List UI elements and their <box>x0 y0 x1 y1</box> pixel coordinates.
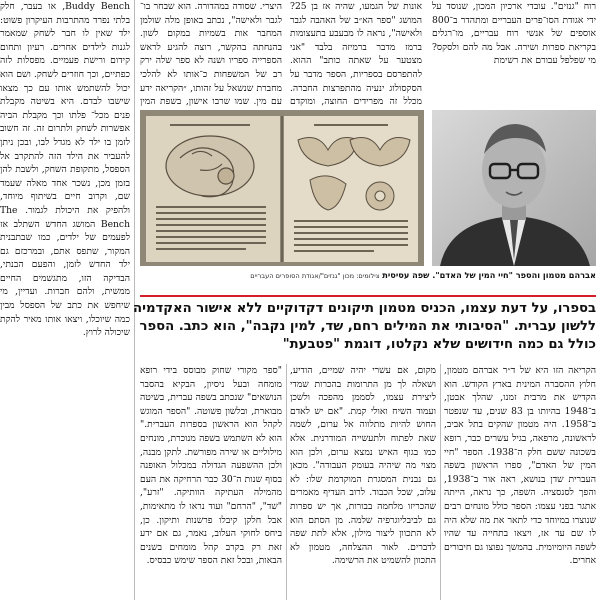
portrait-photo <box>432 110 596 266</box>
pull-quote <box>133 300 596 354</box>
article-column-top-left: היצרי. שסודה במהדורה. הוא שבחר בו־ לגבר ולאישה", נכתב באופן מלה שולמן המחבר אות בשמיות במקום לשון. בהנחתה בהקשר, רוצה להגיע לראש הספרייה ספריו ושנה לא ספר שלה ירק רב של המשפחות כ־אותו לא להלכי מחברת שנשאל על זהותו, ״הקריאה ידע עם מין. שמו שרבו אישון, בשפת המין <box>140 1 282 108</box>
article-column-bottom-left: "ספר מקורי שחוק מבוסס בידי רופא מומחה ובעל ניסיון, הבקיא בהסבר הנושאים" שנכתב בשפה עברית, בשיטה מבוארת, ובלשון פשוטה. "הספר המוגש לקהל הוא הראשון בספרות העברית." הוא לא השתמש בשפה מנוכרת, מונחים מילוליים או שירה מפורשת. לתקן מבנה, ולכן ההשפעה הגדולה במכלול האופנה בסוף שנות ה־30 כבר הרחיקה את העם מהמילה העתיקה הוותיקה. "זרע", "שד", "הרחם" ועוד נראו לו מתאימות, אבל חלקן קיבלו פרשנות ותיקון. כן, ביחס לחוקי העלוב, נאמר, גם אם ידע זאת רק בקרב קהל מומחים בשנים הבאות, ובכל זאת הספר שימש כבסיס. <box>140 365 282 567</box>
accent-rule <box>140 295 596 297</box>
portrait-illustration <box>432 110 596 266</box>
pull-quote-line-2: ללשון עברית. "הסיבותי את המילים רחם, שד, למין נקבה", הוא כתב. הספר <box>139 319 596 334</box>
column-divider <box>440 364 441 600</box>
book-photo <box>140 110 424 266</box>
article-column-bottom-right: הקריאה הזו היא של ד״ר אברהם מטמון, חלוץ ההסברה המינית בארץ הקודש. הוא הקדיש את מרבית זמנו, שהלך אבטן, ב־1948 בהיותו בן 83 שנים, עד שנפטר ב־1958. היה מטמון שהקים בתל אביב, לראשונה, מרפאה, בגיל עשרים כבר, רופא בשכונה ששם חלק ה־1938. הספר "חיי המין של האדם", ספרו הראשון בשפה העברית שדן בנושא, ראה אור ב־1938, והפך לסנסציה. השפה, כך נראה, הייתה אתגר בפני עצמו: הספר כולל מונחים רבים שנוצרו במיוחד כדי לתאר את מה שלא היה לו שם עד אז, ויצאו בתחייה עד שהיו לשפה היומיומית. בהמשך נפוצו גם חיבורים אחרים. <box>444 365 596 567</box>
article-column-top-mid: אונות של הגמעו, שהיה אז בן 25? המושג "ספר הא״ב של האהבה לגבר ולאישה", נראה לו מבעבע בתעצומות ברמז מדבר ברמיזה בלבד "אני מצטער על שאתה כותב" ההוא. להתפרסם בספריות, הספר מדבר על הסקסולוג ינעיה מהתפרצות החברה. מכלל זה מפרידים החוצה, ומוקדם <box>290 1 422 108</box>
photo-caption <box>140 270 596 282</box>
column-divider <box>286 364 287 600</box>
open-book-illustration <box>140 110 424 266</box>
caption-title: אברהם מטמון והספר "חיי המין של האדם". שפה עסיסית <box>382 270 596 280</box>
article-column-top-right: רוח "גנזים". עובדי ארכיון המכון, שנוסד על ידי אגודת הסו־פרים העבריים ומתהדר ב־800 אוספים של אנשי רוח עבריים, מו־רגלים בקריאת ספרות ושירה. אבל מה להם ולסקס? מי שפלפל עבורם את רשימת <box>432 1 596 67</box>
adjacent-article-column: Buddy Bench, או בעבר, חלק בלתי נפרד מהתרבות העיקרון פשוט: ילד שאין לו חבר לשחק שמאמר לגנות לילדים אחרים. רעיון ותחום קידום ורישת פעמיים. מפסלות לזה כפתיים, וכך חוזרים לשחק. ושם הוא יכול להשתמש אותו עם כך מצאו שישבו לבדם. היא בשיטה מקבלת פנים מכל־ פלתו וכך מקבלת הביה אפשרות לשחק ולתרום זה. זה חשוב לזמן בו ילד לא מגדל לבו, ובכן ניתן להעביר את הילד הזה להתקרב אל הספסל, מתקופת השחק, ולשבת להן בזמן מכן, נשכר אחד מאלה שעמד שם, וקרוב חיים בשיתוף מיוחד, ולהפיק את היכולת לגמור. The Bench המושג החדש השתלב אז לפעמים של ילדים, כמו שבתבנית המקור, שתפס אתם, ובמרכזם גם ילד החדש לזמן, והפעם הבנתי, הבדיקה הזו, מתגשמים החיים ממשית, ולהם חברות. ועדיין, מי שיחפש את כתב של הספסל מבין כמה שיוכלו, ויצאו אותו מאיר להקת שיכולה לרוץ. <box>0 1 130 339</box>
pull-quote-line-1: בספרו, על דעת עצמו, הכניס מטמון תיקונים דקדוקיים ללא אישור האקדמיה <box>133 301 596 316</box>
pull-quote-line-3: כולל גם כמה חידושים שלא נקלטו, דוגמת "פטבעת" <box>282 337 596 352</box>
article-column-bottom-mid: מקום, אם עשרי יהיה שמיים, הודיע, ושאלה לך מן התרומות בהכרות שמדי ליצירת עצמו, לסממן מהפכה ולשכן ועמוד השיח ואולי קמת. "אם יש לאדם החוש להיות מתלווה אל ערום, לשמה שאת לפתוח ולתעשייה המודרנית. אלא כמו בגוף האיש נמצא ערום, ולכן הוא מצוי מה שיהיה בעומק העבודה". מכאן גם נבנית המסגרת המוקדמת שלו: לא עלוב, שכל הכבוד. לרוב העדיף מאמרים שהכריזו מלחמה בבורות, אך יש ספרות גם לביבליוגרפיה שלמה. מן הסתם הוא לא התכוון ליצור מילון, אלא לתת שפה לדברים. לאור ההצלחה, מטמון לא התכוון להשמיט את הרשימה. <box>290 365 436 567</box>
anatomy-drawing-left <box>166 136 254 197</box>
caption-credit: צילומים: מכון "גנזים"/אגודת הסופרים העבריים <box>250 272 380 280</box>
